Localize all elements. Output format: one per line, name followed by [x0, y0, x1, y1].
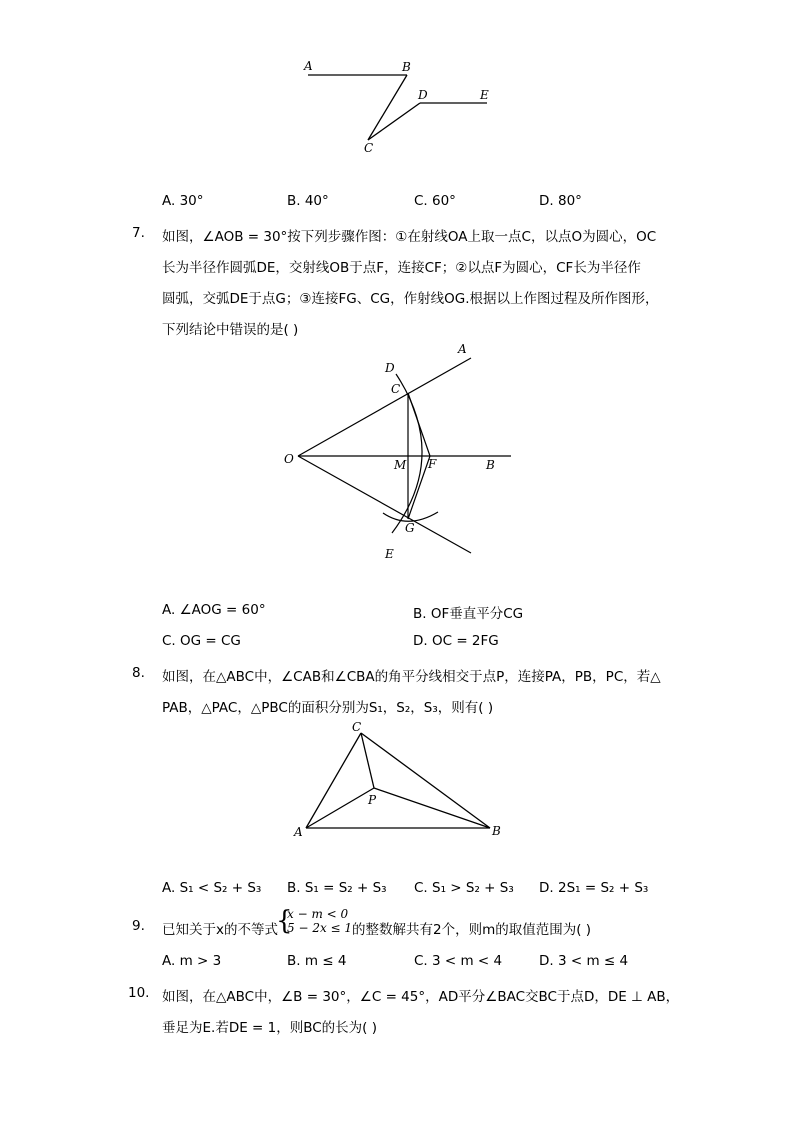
q8-text-line-1: 如图，在△ABC中，∠CAB和∠CBA的角平分线相交于点P，连接PA，PB，PC，若△	[162, 669, 661, 685]
label-b: B	[402, 60, 411, 74]
q8-option-d: D. 2S₁ = S₂ + S₃	[539, 880, 649, 896]
q9-system-line-2: 5 − 2x ≤ 1	[287, 921, 353, 935]
label-c: C	[391, 382, 401, 396]
q8-text-line-2: PAB，△PAC，△PBC的面积分别为S₁，S₂，S₃，则有( )	[162, 700, 494, 716]
q6-option-b: B. 40°	[287, 193, 329, 209]
label-a: A	[294, 825, 303, 839]
q7-text-line-2: 长为半径作圆弧DE，交射线OB于点F，连接CF；②以点F为圆心，CF长为半径作	[162, 260, 641, 276]
q7-figure	[278, 338, 528, 568]
ray-og	[298, 456, 471, 553]
q6-option-d: D. 80°	[539, 193, 582, 209]
q10-text-line-1: 如图，在△ABC中，∠B = 30°，∠C = 45°，AD平分∠BAC交BC于点D，DE ⊥ AB，	[162, 989, 680, 1005]
segment-bc	[368, 75, 407, 140]
q7-text-line-4: 下列结论中错误的是( )	[162, 322, 299, 338]
label-c: C	[364, 141, 374, 155]
q9-option-a: A. m > 3	[162, 953, 222, 969]
q9-number: 9.	[132, 918, 145, 934]
label-a: A	[304, 59, 313, 73]
label-d: D	[385, 361, 395, 375]
q10-number: 10.	[128, 985, 150, 1001]
q9-option-d: D. 3 < m ≤ 4	[539, 953, 629, 969]
label-g: G	[405, 521, 415, 535]
segment-pa	[306, 788, 374, 828]
q6-figure	[290, 55, 510, 165]
q7-text-line-1: 如图，∠AOB = 30°按下列步骤作图：①在射线OA上取一点C，以点O为圆心，OC	[162, 229, 657, 245]
q9-system-line-1: x − m < 0	[287, 907, 349, 921]
side-ca	[306, 733, 361, 828]
q7-option-c: C. OG = CG	[162, 633, 241, 649]
label-c: C	[352, 720, 362, 734]
q6-option-a: A. 30°	[162, 193, 204, 209]
q9-option-b: B. m ≤ 4	[287, 953, 347, 969]
label-m: M	[394, 458, 407, 472]
q8-figure	[288, 718, 508, 840]
q7-text-line-3: 圆弧，交弧DE于点G；③连接FG、CG，作射线OG.根据以上作图过程及所作图形，	[162, 291, 659, 307]
q7-option-d: D. OC = 2FG	[413, 633, 499, 649]
side-cb	[361, 733, 490, 828]
label-p: P	[368, 793, 377, 807]
arc-de	[392, 374, 422, 533]
segment-fg	[408, 456, 430, 519]
label-e: E	[480, 88, 489, 102]
q7-option-b: B. OF垂直平分CG	[413, 606, 524, 622]
label-o: O	[284, 452, 294, 466]
segment-pb	[374, 788, 490, 828]
label-b: B	[486, 458, 495, 472]
q8-number: 8.	[132, 665, 145, 681]
q8-option-c: C. S₁ > S₂ + S₃	[414, 880, 514, 896]
q9-prefix: 已知关于x的不等式	[162, 922, 278, 938]
q6-option-c: C. 60°	[414, 193, 456, 209]
q8-option-b: B. S₁ = S₂ + S₃	[287, 880, 387, 896]
q10-text-line-2: 垂足为E.若DE = 1，则BC的长为( )	[162, 1020, 378, 1036]
label-b: B	[492, 824, 501, 838]
q7-option-a: A. ∠AOG = 60°	[162, 602, 266, 618]
q9-system-brace: {	[276, 906, 293, 936]
label-d: D	[418, 88, 428, 102]
label-e: E	[385, 547, 394, 561]
q9-option-c: C. 3 < m < 4	[414, 953, 503, 969]
q9-suffix: 的整数解共有2个，则m的取值范围为( )	[352, 922, 592, 938]
q7-number: 7.	[132, 225, 145, 241]
label-f: F	[428, 457, 437, 471]
label-a: A	[458, 342, 467, 356]
segment-cd	[368, 103, 420, 140]
q8-option-a: A. S₁ < S₂ + S₃	[162, 880, 262, 896]
